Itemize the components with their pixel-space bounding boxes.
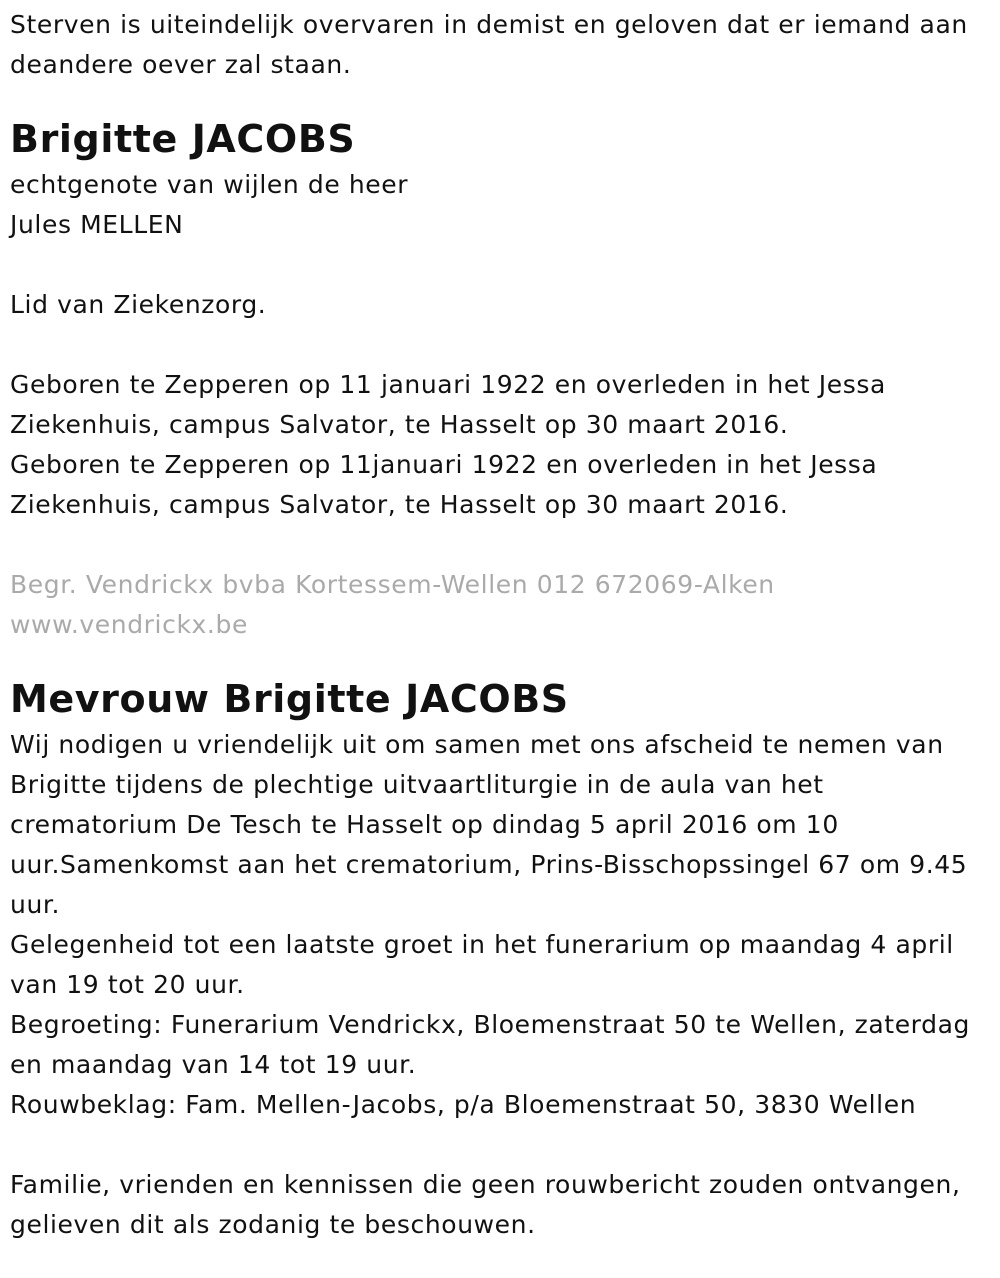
invitation-line: Brigitte tijdens de plechtige uitvaartliturgie in de aula van het [10,770,824,799]
visit-line: en maandag van 14 tot 19 uur. [10,1050,417,1079]
visit-line: Begroeting: Funerarium Vendrickx, Bloemenstraat 50 te Wellen, zaterdag [10,1010,970,1039]
birth-death-text: Ziekenhuis, campus Salvator, te Hasselt op 30 maart 2016. [10,410,789,439]
invitation-line: crematorium De Tesch te Hasselt op dindag 5 april 2016 om 10 [10,810,839,839]
intro-quote [10,5,990,85]
invitation-line: Wij nodigen u vriendelijk uit om samen met ons afscheid te nemen van [10,730,944,759]
farewell-line: Gelegenheid tot een laatste groet in het funerarium op maandag 4 april [10,930,954,959]
invitation-line: uur. [10,890,61,919]
invitation-name: Mevrouw Brigitte JACOBS [10,677,569,721]
closing-line: Familie, vrienden en kennissen die geen rouwbericht zouden ontvangen, [10,1170,961,1199]
obituary-section [10,113,990,525]
farewell-line: van 19 tot 20 uur. [10,970,245,999]
spouse-line: echtgenote van wijlen de heer [10,170,409,199]
spouse-name: Jules MELLEN [10,210,184,239]
undertaker-line: Begr. Vendrickx bvba Kortessem-Wellen 012 672069-Alken [10,570,775,599]
intro-line: deandere oever zal staan. [10,50,352,79]
birth-death-text: Geboren te Zepperen op 11 januari 1922 en overleden in het Jessa [10,370,886,399]
intro-line: Sterven is uiteindelijk overvaren in demist en geloven dat er iemand aan [10,10,968,39]
birth-death-text: Ziekenhuis, campus Salvator, te Hasselt op 30 maart 2016. [10,490,789,519]
invitation-line: uur.Samenkomst aan het crematorium, Prins-Bisschopssingel 67 om 9.45 [10,850,968,879]
membership-text: Lid van Ziekenzorg. [10,290,267,319]
invitation-section [10,673,990,1245]
deceased-name: Brigitte JACOBS [10,117,356,161]
birth-death-text: Geboren te Zepperen op 11januari 1922 en overleden in het Jessa [10,450,878,479]
undertaker-info [10,565,990,645]
condolences-line: Rouwbeklag: Fam. Mellen-Jacobs, p/a Bloemenstraat 50, 3830 Wellen [10,1090,917,1119]
undertaker-website: www.vendrickx.be [10,610,248,639]
closing-line: gelieven dit als zodanig te beschouwen. [10,1210,536,1239]
